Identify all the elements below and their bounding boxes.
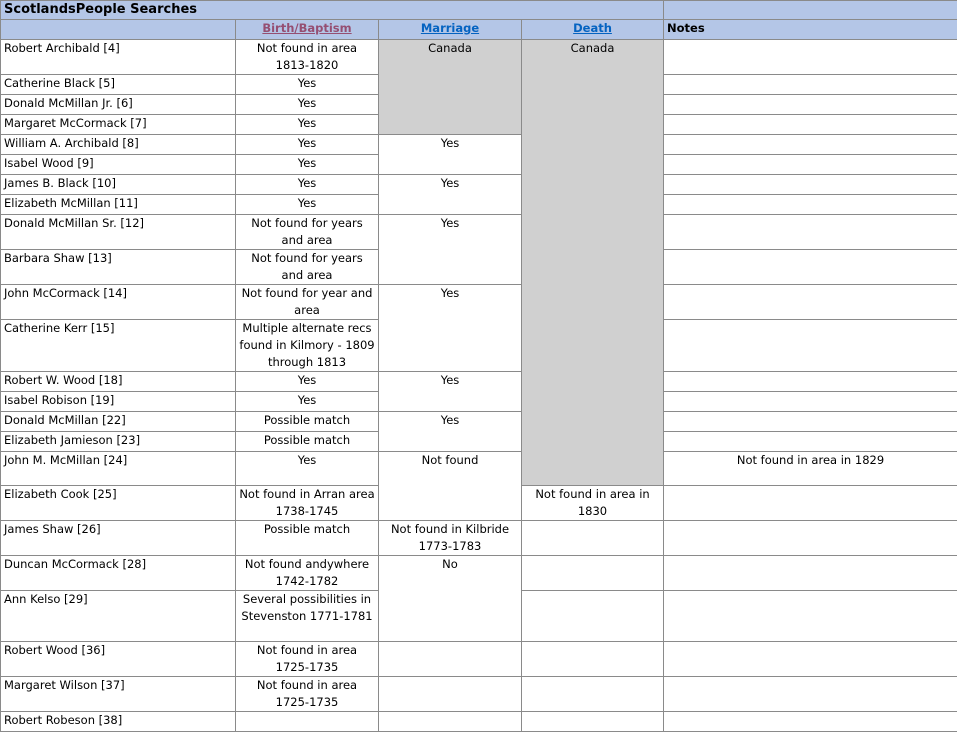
person-name: Elizabeth McMillan [11]: [1, 195, 236, 215]
marriage-result: Yes: [379, 372, 522, 412]
person-name: Isabel Wood [9]: [1, 155, 236, 175]
notes-cell[interactable]: [664, 215, 957, 250]
person-name: Barbara Shaw [13]: [1, 250, 236, 285]
birth-result: Yes: [236, 135, 379, 155]
birth-result: Yes: [236, 155, 379, 175]
birth-result: Yes: [236, 75, 379, 95]
birth-result: Possible match: [236, 521, 379, 556]
notes-cell[interactable]: [664, 115, 957, 135]
marriage-result: Not found: [379, 452, 522, 521]
notes-cell[interactable]: [664, 75, 957, 95]
person-name: James Shaw [26]: [1, 521, 236, 556]
notes-cell[interactable]: [664, 155, 957, 175]
sheet-title: ScotlandsPeople Searches: [1, 1, 664, 20]
person-name: Robert Robeson [38]: [1, 712, 236, 732]
notes-cell[interactable]: [664, 372, 957, 392]
notes-cell[interactable]: [664, 591, 957, 642]
person-name: James B. Black [10]: [1, 175, 236, 195]
notes-cell[interactable]: [664, 320, 957, 372]
person-name: Elizabeth Jamieson [23]: [1, 432, 236, 452]
marriage-result: Not found in Kilbride 1773-1783: [379, 521, 522, 556]
death-result: Canada: [522, 40, 664, 486]
birth-result: Not found in area 1725-1735: [236, 677, 379, 712]
person-name: Robert Wood [36]: [1, 642, 236, 677]
birth-result: [236, 712, 379, 732]
notes-cell[interactable]: [664, 432, 957, 452]
death-result: [522, 521, 664, 556]
table-row: [1, 135, 957, 155]
person-name: Isabel Robison [19]: [1, 392, 236, 412]
marriage-result: Yes: [379, 135, 522, 175]
marriage-header-cell: [379, 20, 522, 40]
birth-result: Not found for years and area: [236, 250, 379, 285]
birth-result: Yes: [236, 372, 379, 392]
table-row: [1, 712, 957, 732]
death-header-cell: [522, 20, 664, 40]
table-row: [1, 285, 957, 320]
title-row: [1, 1, 957, 20]
person-name: Robert Archibald [4]: [1, 40, 236, 75]
marriage-result: [379, 677, 522, 712]
birth-result: Not found for year and area: [236, 285, 379, 320]
person-name: Margaret Wilson [37]: [1, 677, 236, 712]
birth-result: Yes: [236, 175, 379, 195]
birth-baptism-link[interactable]: Birth/Baptism: [262, 21, 351, 35]
birth-result: Possible match: [236, 412, 379, 432]
birth-result: Yes: [236, 95, 379, 115]
birth-result: Not found in Arran area 1738-1745: [236, 486, 379, 521]
death-result: [522, 591, 664, 642]
marriage-result: No: [379, 556, 522, 642]
table-row: [1, 556, 957, 591]
table-row: [1, 175, 957, 195]
table-row: [1, 677, 957, 712]
notes-cell[interactable]: [664, 40, 957, 75]
birth-result: Not found in area 1725-1735: [236, 642, 379, 677]
birth-result: Yes: [236, 195, 379, 215]
notes-cell[interactable]: [664, 175, 957, 195]
table-row: [1, 215, 957, 250]
death-result: Not found in area in 1830: [522, 486, 664, 521]
title-row-notes-cell: [664, 1, 957, 20]
table-row: [1, 412, 957, 432]
birth-result: Not found for years and area: [236, 215, 379, 250]
table-row: [1, 642, 957, 677]
notes-cell[interactable]: [664, 642, 957, 677]
marriage-result: Canada: [379, 40, 522, 135]
notes-cell[interactable]: [664, 135, 957, 155]
notes-cell[interactable]: [664, 392, 957, 412]
person-name: Catherine Black [5]: [1, 75, 236, 95]
marriage-result: Yes: [379, 285, 522, 372]
person-name: Donald McMillan Sr. [12]: [1, 215, 236, 250]
birth-result: Possible match: [236, 432, 379, 452]
person-name: John M. McMillan [24]: [1, 452, 236, 486]
death-result: [522, 642, 664, 677]
header-row: [1, 20, 957, 40]
notes-cell[interactable]: [664, 486, 957, 521]
birth-result: Several possibilities in Stevenston 1771-1781: [236, 591, 379, 642]
notes-cell[interactable]: [664, 412, 957, 432]
birth-result: Yes: [236, 452, 379, 486]
table-row: [1, 40, 957, 75]
person-name: Donald McMillan Jr. [6]: [1, 95, 236, 115]
notes-cell[interactable]: [664, 521, 957, 556]
person-name: William A. Archibald [8]: [1, 135, 236, 155]
birth-result: Yes: [236, 115, 379, 135]
marriage-link[interactable]: Marriage: [421, 21, 479, 35]
name-header-cell: [1, 20, 236, 40]
death-result: [522, 677, 664, 712]
notes-cell[interactable]: [664, 95, 957, 115]
death-result: [522, 712, 664, 732]
person-name: Donald McMillan [22]: [1, 412, 236, 432]
death-result: Not found in area in 1829: [664, 452, 957, 486]
birth-result: Not found andywhere 1742-1782: [236, 556, 379, 591]
notes-header: Notes: [664, 20, 957, 40]
person-name: Catherine Kerr [15]: [1, 320, 236, 372]
person-name: Ann Kelso [29]: [1, 591, 236, 642]
birth-result: Multiple alternate recs found in Kilmory - 1809 through 1813: [236, 320, 379, 372]
marriage-result: [379, 712, 522, 732]
notes-cell[interactable]: [664, 712, 957, 732]
marriage-result: Yes: [379, 215, 522, 285]
person-name: Margaret McCormack [7]: [1, 115, 236, 135]
marriage-result: Yes: [379, 175, 522, 215]
birth-header-cell: [236, 20, 379, 40]
table-row: [1, 372, 957, 392]
person-name: Elizabeth Cook [25]: [1, 486, 236, 521]
notes-cell[interactable]: [664, 556, 957, 591]
marriage-result: Yes: [379, 412, 522, 452]
death-link[interactable]: Death: [573, 21, 612, 35]
marriage-result: [379, 642, 522, 677]
birth-result: Yes: [236, 392, 379, 412]
notes-cell[interactable]: [664, 285, 957, 320]
notes-cell[interactable]: [664, 250, 957, 285]
table-row: [1, 452, 957, 486]
table-row: [1, 521, 957, 556]
notes-cell[interactable]: [664, 195, 957, 215]
person-name: Duncan McCormack [28]: [1, 556, 236, 591]
notes-cell[interactable]: [664, 677, 957, 712]
death-result: [522, 556, 664, 591]
person-name: John McCormack [14]: [1, 285, 236, 320]
person-name: Robert W. Wood [18]: [1, 372, 236, 392]
birth-result: Not found in area 1813-1820: [236, 40, 379, 75]
